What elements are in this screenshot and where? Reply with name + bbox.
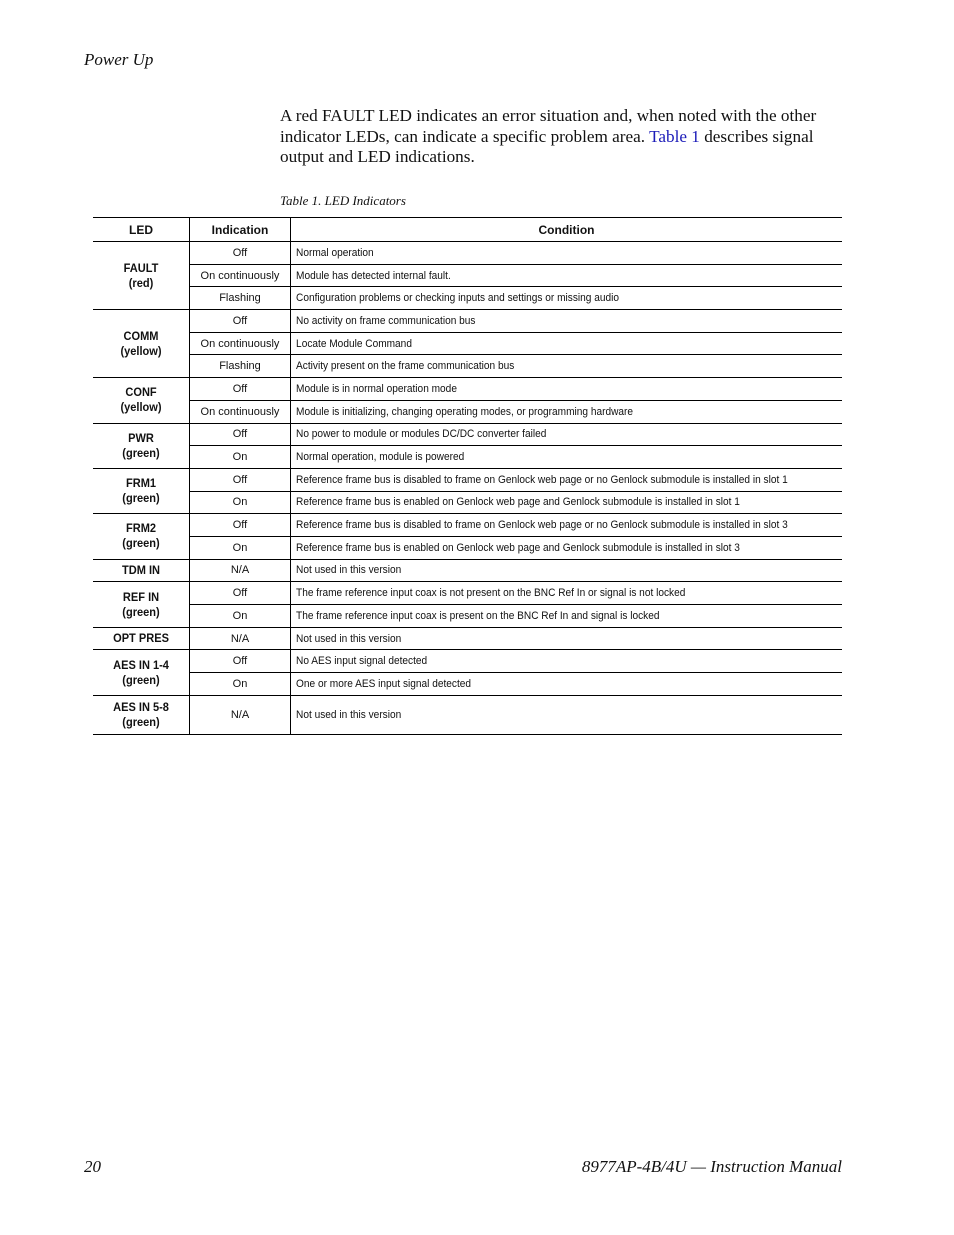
indication-cell: On (190, 446, 291, 469)
condition-cell: No activity on frame communication bus (291, 310, 798, 333)
table-row (93, 627, 842, 650)
intro-text-before: A red FAULT LED indicates an error situation and, when noted with the other indicator LEDs, can indicate a specific problem area. (280, 106, 817, 146)
indication-cell: On continuously (190, 332, 291, 355)
led-name-cell (97, 514, 186, 559)
condition-cell: Not used in this version (291, 559, 798, 582)
table-1-link[interactable]: Table 1 (649, 126, 700, 146)
condition-cell: Normal operation, module is powered (291, 446, 798, 469)
indication-cell: On (190, 491, 291, 514)
led-color: (green) (122, 491, 160, 506)
led-indicators-table (93, 217, 842, 735)
led-name-cell (97, 310, 186, 378)
table-row (93, 695, 842, 734)
intro-text-after: describes signal output and LED indications. (280, 126, 814, 166)
indication-cell: N/A (190, 695, 291, 734)
led-color: (green) (122, 714, 160, 729)
led-color: (green) (122, 672, 160, 687)
led-name: FRM1 (125, 476, 157, 491)
led-name-cell (97, 650, 186, 695)
condition-cell: Module has detected internal fault. (291, 264, 798, 287)
indication-cell: N/A (190, 627, 291, 650)
table-row (93, 650, 842, 673)
indication-cell: On (190, 536, 291, 559)
table-row (93, 332, 842, 355)
table-row (93, 264, 842, 287)
led-name-cell (97, 627, 186, 650)
condition-cell: Normal operation (291, 242, 798, 265)
led-name-cell (97, 559, 186, 582)
indication-cell: Off (190, 242, 291, 265)
indication-cell: Off (190, 514, 291, 537)
led-name: COMM (123, 328, 159, 343)
intro-paragraph (280, 106, 845, 168)
led-name: FAULT (123, 260, 159, 275)
table-row (93, 355, 842, 378)
condition-cell: No power to module or modules DC/DC converter failed (291, 423, 798, 446)
condition-cell: One or more AES input signal detected (291, 673, 798, 696)
indication-cell: On continuously (190, 400, 291, 423)
led-name: REF IN (122, 589, 160, 604)
table-row (93, 605, 842, 628)
table-row (93, 559, 842, 582)
indication-cell: On (190, 605, 291, 628)
led-name: AES IN 1-4 (113, 657, 169, 672)
indication-cell: N/A (190, 559, 291, 582)
led-name: TDM IN (122, 562, 161, 577)
condition-cell: Not used in this version (291, 695, 798, 734)
table-row (93, 378, 842, 401)
table-row (93, 468, 842, 491)
led-color: (green) (122, 536, 160, 551)
led-color: (yellow) (120, 343, 162, 358)
condition-cell: Reference frame bus is disabled to frame on Genlock web page or no Genlock submodule is installed in slot 1 (291, 468, 798, 491)
condition-cell: No AES input signal detected (291, 650, 798, 673)
table-row (93, 673, 842, 696)
led-name-cell (97, 242, 186, 310)
table-row (93, 491, 842, 514)
led-name: FRM2 (125, 521, 157, 536)
indication-cell: Off (190, 468, 291, 491)
table-caption: Table 1. LED Indicators (280, 193, 406, 208)
led-name: CONF (125, 385, 157, 400)
condition-cell: Configuration problems or checking inputs and settings or missing audio (291, 287, 798, 310)
table-row (93, 514, 842, 537)
table-row (93, 242, 842, 265)
indication-cell: On continuously (190, 264, 291, 287)
indication-cell: Flashing (190, 355, 291, 378)
condition-cell: Module is initializing, changing operating modes, or programming hardware (291, 400, 798, 423)
indication-cell: Off (190, 310, 291, 333)
table-row (93, 536, 842, 559)
running-header: Power Up (84, 50, 154, 69)
table-row (93, 400, 842, 423)
header-condition: Condition (291, 218, 843, 242)
indication-cell: Off (190, 582, 291, 605)
led-name-cell (97, 582, 186, 627)
condition-cell: Activity present on the frame communication bus (291, 355, 798, 378)
condition-cell: Reference frame bus is disabled to frame on Genlock web page or no Genlock submodule is installed in slot 3 (291, 514, 798, 537)
condition-cell: The frame reference input coax is present on the BNC Ref In and signal is locked (291, 605, 798, 628)
condition-cell: Locate Module Command (291, 332, 798, 355)
led-name-cell (97, 468, 186, 513)
led-name-cell (97, 423, 186, 468)
table-row (93, 287, 842, 310)
led-name-cell (97, 695, 186, 734)
table-row (93, 423, 842, 446)
table-body (93, 242, 842, 735)
header-indication: Indication (190, 218, 291, 242)
led-name: AES IN 5-8 (113, 699, 169, 714)
condition-cell: Reference frame bus is enabled on Genlock web page and Genlock submodule is installed in slot 1 (291, 491, 798, 514)
condition-cell: Module is in normal operation mode (291, 378, 798, 401)
indication-cell: On (190, 673, 291, 696)
condition-cell: Reference frame bus is enabled on Genlock web page and Genlock submodule is installed in slot 3 (291, 536, 798, 559)
led-color: (green) (122, 604, 160, 619)
led-name: OPT PRES (113, 631, 169, 646)
condition-cell: The frame reference input coax is not present on the BNC Ref In or signal is not locked (291, 582, 798, 605)
manual-title: 8977AP-4B/4U — Instruction Manual (581, 1157, 842, 1176)
led-name-cell (97, 378, 186, 423)
led-color: (yellow) (120, 400, 162, 415)
table-row (93, 310, 842, 333)
indication-cell: Off (190, 650, 291, 673)
indication-cell: Off (190, 378, 291, 401)
indication-cell: Off (190, 423, 291, 446)
header-led: LED (93, 218, 190, 242)
table-row (93, 582, 842, 605)
led-color: (green) (122, 445, 160, 460)
table-row (93, 446, 842, 469)
condition-cell: Not used in this version (291, 627, 798, 650)
led-name: PWR (128, 430, 154, 445)
indication-cell: Flashing (190, 287, 291, 310)
table-header-row (93, 218, 842, 242)
led-color: (red) (128, 275, 154, 290)
page-number: 20 (84, 1157, 101, 1176)
